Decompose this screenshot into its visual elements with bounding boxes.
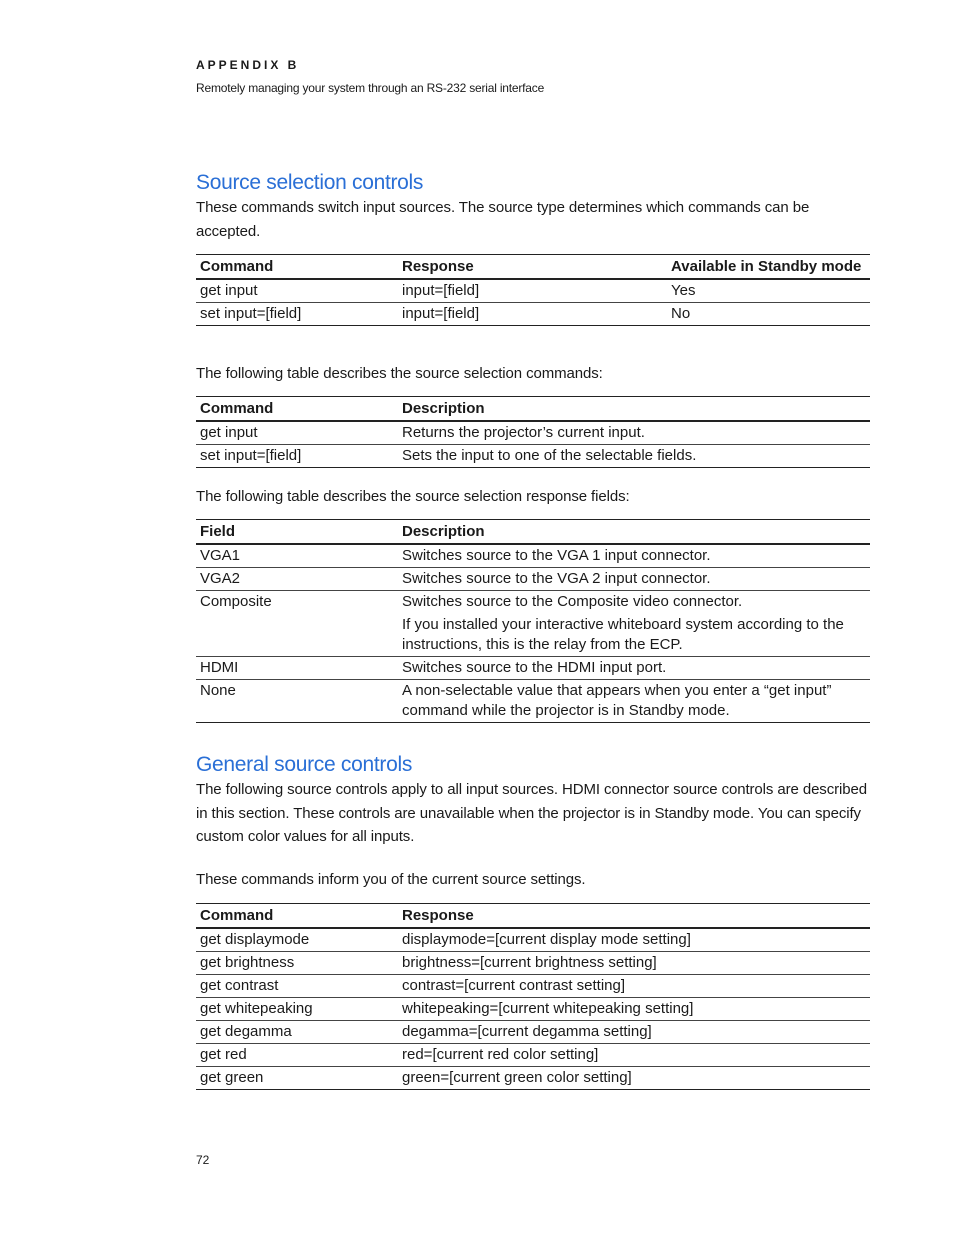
table-cell: get input [196, 421, 398, 445]
table-cell: degamma=[current degamma setting] [398, 1021, 870, 1044]
table-intro: These commands inform you of the current source settings. [196, 871, 586, 888]
response-fields-table [196, 519, 870, 723]
section-heading-general-source: General source controls [196, 753, 413, 776]
table-cell: set input=[field] [196, 303, 398, 326]
table-cell: Yes [667, 279, 870, 303]
table-cell: get displaymode [196, 928, 398, 952]
table-intro: The following table describes the source selection commands: [196, 365, 603, 382]
table-row [196, 544, 870, 568]
table-row [196, 591, 870, 657]
table-cell: get whitepeaking [196, 998, 398, 1021]
table-cell: No [667, 303, 870, 326]
table-cell: Sets the input to one of the selectable fields. [398, 445, 870, 468]
table-cell: HDMI [196, 657, 398, 680]
table-row [196, 680, 870, 723]
table-cell: VGA1 [196, 544, 398, 568]
table-cell: VGA2 [196, 568, 398, 591]
cell-text: Switches source to the Composite video connector. [402, 593, 743, 610]
section-heading-source-selection: Source selection controls [196, 171, 424, 194]
table-row [196, 1021, 870, 1044]
command-response-table [196, 254, 870, 326]
column-header: Description [398, 397, 870, 422]
table-cell: Switches source to the VGA 1 input connector. [398, 544, 870, 568]
column-header: Response [398, 904, 870, 929]
cell-note: If you installed your interactive whiteboard system according to the instructions, this is the relay from the ECP. [402, 616, 844, 653]
table-row [196, 303, 870, 326]
page-number: 72 [196, 1153, 210, 1167]
column-header: Command [196, 397, 398, 422]
column-header: Field [196, 520, 398, 545]
section-intro: These commands switch input sources. The source type determines which commands can be accepted. [196, 199, 810, 240]
table-cell: Switches source to the HDMI input port. [398, 657, 870, 680]
appendix-label: APPENDIX B [196, 58, 300, 72]
table-cell [398, 591, 870, 657]
table-cell: A non-selectable value that appears when you enter a “get input” command while the projector is in Standby mode. [398, 680, 870, 723]
table-cell: displaymode=[current display mode setting] [398, 928, 870, 952]
column-header: Available in Standby mode [667, 255, 870, 280]
running-header: Remotely managing your system through an RS-232 serial interface [196, 81, 545, 95]
table-row [196, 568, 870, 591]
table-cell: get input [196, 279, 398, 303]
table-row [196, 952, 870, 975]
column-header: Command [196, 904, 398, 929]
table-row [196, 657, 870, 680]
section-intro: The following source controls apply to all input sources. HDMI connector source controls are described in this section. These controls are unavailable when the projector is in Standby mode. You can specify custom color values for all inputs. [196, 781, 867, 845]
table-row [196, 1044, 870, 1067]
table-row [196, 928, 870, 952]
table-row [196, 421, 870, 445]
table-cell: whitepeaking=[current whitepeaking setting] [398, 998, 870, 1021]
table-row [196, 1067, 870, 1090]
table-cell: brightness=[current brightness setting] [398, 952, 870, 975]
table-row [196, 445, 870, 468]
table-cell: get green [196, 1067, 398, 1090]
column-header: Response [398, 255, 667, 280]
table-cell: Composite [196, 591, 398, 657]
column-header: Command [196, 255, 398, 280]
column-header: Description [398, 520, 870, 545]
table-row [196, 975, 870, 998]
source-settings-table [196, 903, 870, 1090]
table-cell: None [196, 680, 398, 723]
table-cell: Switches source to the VGA 2 input connector. [398, 568, 870, 591]
table-cell: input=[field] [398, 279, 667, 303]
table-cell: set input=[field] [196, 445, 398, 468]
table-cell: red=[current red color setting] [398, 1044, 870, 1067]
command-description-table [196, 396, 870, 468]
table-cell: Returns the projector’s current input. [398, 421, 870, 445]
table-cell: input=[field] [398, 303, 667, 326]
table-cell: get degamma [196, 1021, 398, 1044]
table-row [196, 998, 870, 1021]
table-row [196, 279, 870, 303]
table-cell: green=[current green color setting] [398, 1067, 870, 1090]
table-intro: The following table describes the source selection response fields: [196, 488, 630, 505]
table-cell: contrast=[current contrast setting] [398, 975, 870, 998]
table-cell: get brightness [196, 952, 398, 975]
table-cell: get red [196, 1044, 398, 1067]
table-cell: get contrast [196, 975, 398, 998]
